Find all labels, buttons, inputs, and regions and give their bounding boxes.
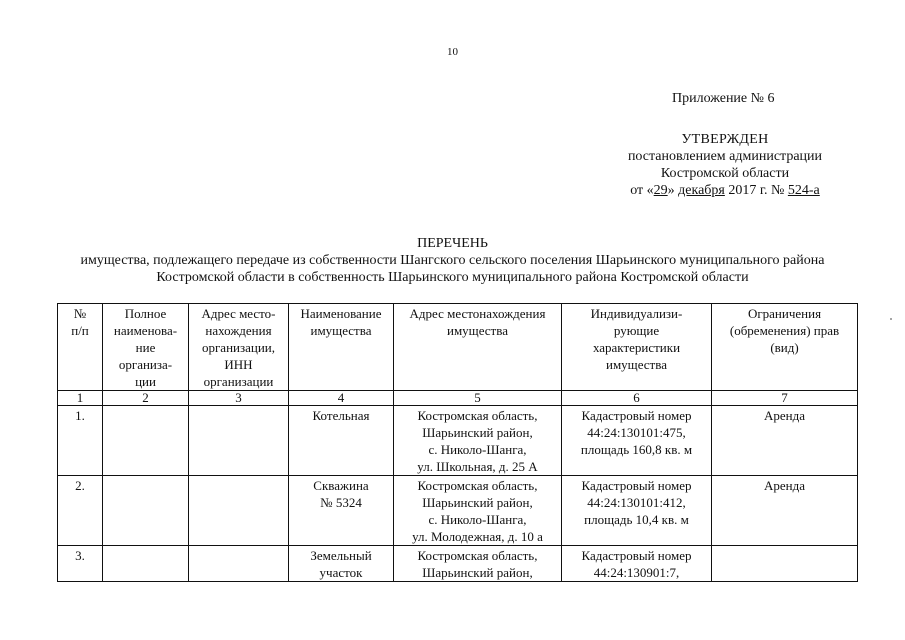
property-address-cell	[394, 406, 562, 476]
row-number: 3.	[58, 546, 103, 582]
col-header-line: Индивидуализи-	[590, 306, 683, 321]
org-address-cell	[189, 476, 289, 546]
scan-artifact	[890, 318, 892, 320]
list-title: ПЕРЕЧЕНЬ	[417, 236, 488, 251]
cell-line: Скважина	[313, 478, 369, 493]
column-index: 3	[189, 391, 289, 406]
approval-date-line	[560, 182, 890, 199]
cell-line: Кадастровый номер	[581, 548, 692, 563]
cell-line: с. Николо-Шанга,	[428, 512, 527, 527]
table-row	[58, 546, 858, 582]
property-name-cell	[289, 476, 394, 546]
col-header-line: имущества	[447, 323, 508, 338]
column-index: 6	[562, 391, 712, 406]
col-header-line: имущества	[606, 357, 667, 372]
col-header	[562, 304, 712, 391]
col-header	[394, 304, 562, 391]
col-header-line: Полное	[124, 306, 167, 321]
cell-line: Шарьинский район,	[422, 565, 533, 580]
col-header-line: (обременения) прав	[729, 323, 840, 338]
col-header	[58, 304, 103, 391]
col-header-line: Адрес местонахождения	[409, 306, 546, 321]
col-header-line: имущества	[310, 323, 372, 338]
property-name-cell	[289, 546, 394, 582]
org-name-cell	[103, 546, 189, 582]
restrictions-cell	[712, 546, 858, 582]
date-month: декабря	[678, 183, 725, 198]
date-day-suffix: »	[667, 183, 679, 198]
cell-line: Земельный	[310, 548, 372, 563]
approval-block	[560, 131, 890, 199]
table-row	[58, 406, 858, 476]
column-index-row	[58, 391, 858, 406]
col-header-line: Наименование	[300, 306, 382, 321]
col-header-line: ИНН	[224, 357, 253, 372]
restrictions-cell	[712, 476, 858, 546]
table-row	[58, 476, 858, 546]
row-number: 2.	[58, 476, 103, 546]
cell-line: Кадастровый номер	[581, 408, 692, 423]
approval-line-1: постановлением администрации	[627, 149, 823, 164]
cell-line: ул. Молодежная, д. 10 а	[412, 529, 543, 544]
col-header-line: организации	[203, 374, 274, 389]
property-table	[57, 303, 858, 582]
col-header-line: организации,	[201, 340, 276, 355]
column-index: 7	[712, 391, 858, 406]
cell-line: 44:24:130901:7,	[593, 565, 680, 580]
col-header-line: Адрес место-	[201, 306, 276, 321]
column-index: 5	[394, 391, 562, 406]
row-number: 1.	[58, 406, 103, 476]
col-header-line: нахождения	[205, 323, 272, 338]
column-index: 2	[103, 391, 189, 406]
approval-line-2: Костромской области	[660, 166, 790, 181]
appendix-label: Приложение № 6	[672, 91, 775, 106]
page-number: 10	[447, 46, 458, 58]
cell-line: ул. Школьная, д. 25 А	[417, 459, 538, 474]
cell-line: участок	[319, 565, 363, 580]
column-index: 1	[58, 391, 103, 406]
col-header-line: рующие	[613, 323, 660, 338]
col-header	[189, 304, 289, 391]
list-subtitle: имущества, подлежащего передаче из собственности Шангского сельского поселения Шарьинского муниципального района Костромской области в собственность Шарьинского муниципального района Костромской области	[80, 253, 825, 285]
cell-line: Костромская область,	[417, 408, 538, 423]
column-index: 4	[289, 391, 394, 406]
characteristics-cell	[562, 406, 712, 476]
col-header-line: ции	[135, 374, 156, 389]
list-heading	[0, 235, 905, 286]
col-header-line: №	[73, 306, 87, 321]
cell-line: Аренда	[764, 408, 805, 423]
property-address-cell	[394, 546, 562, 582]
org-name-cell	[103, 406, 189, 476]
cell-line: 44:24:130101:412,	[587, 495, 686, 510]
col-header-line: (вид)	[770, 340, 799, 355]
date-day: 29	[653, 183, 668, 198]
col-header-line: характеристики	[592, 340, 681, 355]
org-name-cell	[103, 476, 189, 546]
table-header-row	[58, 304, 858, 391]
col-header	[712, 304, 858, 391]
cell-line: Котельная	[312, 408, 370, 423]
date-year: 2017 г. №	[724, 183, 788, 198]
characteristics-cell	[562, 476, 712, 546]
cell-line: площадь 10,4 кв. м	[584, 512, 689, 527]
col-header-line: п/п	[71, 323, 89, 338]
cell-line: Костромская область,	[417, 548, 538, 563]
col-header	[289, 304, 394, 391]
cell-line: площадь 160,8 кв. м	[580, 442, 693, 457]
cell-line: Кадастровый номер	[581, 478, 692, 493]
cell-line: с. Николо-Шанга,	[428, 442, 527, 457]
cell-line: Шарьинский район,	[422, 495, 533, 510]
characteristics-cell	[562, 546, 712, 582]
approved-title: УТВЕРЖДЕН	[681, 132, 769, 147]
cell-line: № 5324	[320, 495, 362, 510]
col-header-line: организа-	[118, 357, 173, 372]
org-address-cell	[189, 546, 289, 582]
date-prefix: от «	[630, 183, 654, 198]
property-name-cell	[289, 406, 394, 476]
col-header-line: наименова-	[113, 323, 178, 338]
cell-line: Костромская область,	[417, 478, 538, 493]
col-header-line: ние	[135, 340, 156, 355]
cell-line: 44:24:130101:475,	[587, 425, 686, 440]
org-address-cell	[189, 406, 289, 476]
col-header	[103, 304, 189, 391]
cell-line: Шарьинский район,	[422, 425, 533, 440]
col-header-line: Ограничения	[747, 306, 822, 321]
cell-line: Аренда	[764, 478, 805, 493]
decree-number: 524-а	[787, 183, 820, 198]
restrictions-cell	[712, 406, 858, 476]
property-address-cell	[394, 476, 562, 546]
